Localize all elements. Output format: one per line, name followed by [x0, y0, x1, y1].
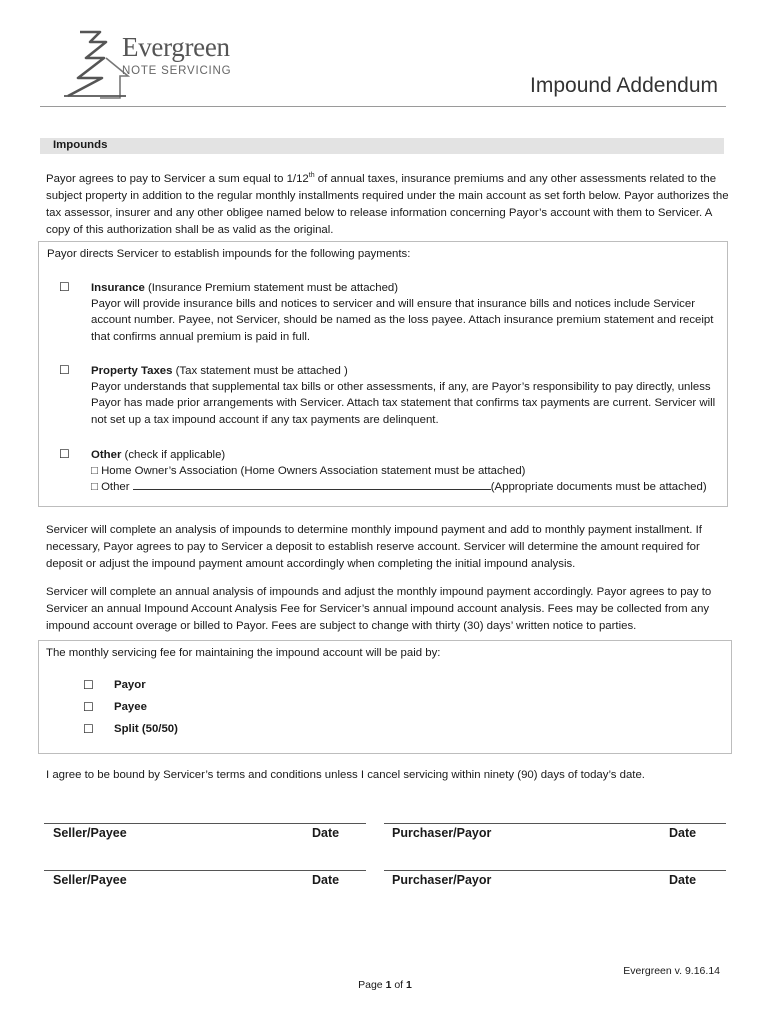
purchaser-date-label-2: Date [669, 873, 697, 887]
seller-label-1: Seller/Payee [53, 826, 127, 840]
version-label: Evergreen v. 9.16.14 [623, 965, 720, 977]
other-checkbox[interactable]: ☐ [59, 447, 70, 461]
other-note: (check if applicable) [121, 449, 226, 461]
page-current: 1 [385, 979, 392, 991]
purchaser-date-label-1: Date [669, 826, 697, 840]
intro-superscript: th [308, 172, 315, 179]
analysis-paragraph: Servicer will complete an analysis of impounds to determine monthly impound payment and add to monthly payment installment. If necessary, Payor agrees to pay to Servicer a deposit to establish reserve account. Servicer will determine the amount required for deposit or adjust the impound payment amount accordingly when completing the initial impound analysis. [46, 524, 702, 570]
section-header [40, 138, 724, 154]
purchaser-label-2: Purchaser/Payor [392, 873, 492, 887]
purchaser-signature-line-2[interactable] [384, 870, 726, 871]
section-header-label: Impounds [53, 139, 108, 151]
page-number [0, 979, 770, 991]
payor-option: Payor [114, 679, 146, 691]
intro-text-part2: of annual taxes, insurance premiums and any other assessments related to the subject property in addition to the regular monthly installments required under the main account as set forth below. Payor authorizes the tax assessor, insurer and any other obligee named below to release information concerning Payor’s account with them to Servicer. A copy of this authorization shall be as valid as the original. [46, 172, 729, 236]
page-total: 1 [406, 979, 412, 991]
payee-checkbox[interactable]: ☐ [83, 700, 94, 714]
impound-payments-heading: Payor directs Servicer to establish impounds for the following payments: [47, 248, 411, 260]
split-option: Split (50/50) [114, 723, 178, 735]
insurance-item [91, 280, 721, 345]
property-taxes-checkbox[interactable]: ☐ [59, 363, 70, 377]
agreement-statement: I agree to be bound by Servicer’s terms and conditions unless I cancel servicing within ninety (90) days of today’s date. [46, 769, 645, 781]
seller-signature-line-1[interactable] [44, 823, 366, 824]
annual-analysis-paragraph: Servicer will complete an annual analysis of impounds and adjust the monthly impound payment accordingly. Payor agrees to pay to Servicer an annual Impound Account Analysis Fee for Servicer’s annual impound account analysis. Fees may be collected from any impound account overage or billed to Payor. Fees are subject to change with thirty (30) days’ written notice to parties. [46, 586, 712, 632]
page-of: of [391, 979, 407, 991]
insurance-note: (Insurance Premium statement must be attached) [144, 282, 399, 294]
document-title: Impound Addendum [530, 74, 718, 97]
insurance-text: Payor will provide insurance bills and notices to servicer and will ensure that insurance bills and notices include Servicer account number. Payee, not Servicer, should be named as the loss payee. Attach insurance premium statement and receipt that confirms annual premium is paid in full. [91, 298, 714, 343]
insurance-label: Insurance [91, 282, 145, 294]
logo-subtitle: NOTE SERVICING [122, 65, 232, 77]
other-sub-checkbox[interactable]: □ [91, 481, 98, 494]
payor-checkbox[interactable]: ☐ [83, 678, 94, 692]
intro-paragraph [46, 167, 730, 239]
title-divider [40, 106, 726, 107]
property-taxes-text: Payor understands that supplemental tax bills or other assessments, if any, are Payor’s responsibility to pay directly, unless Payor has made prior arrangements with Servicer. Attach tax statement that confirms tax payments are current. Servicer will not set up a tax impound account if any tax payments are delinquent. [91, 381, 716, 426]
other-item [91, 447, 721, 496]
seller-date-label-2: Date [312, 873, 340, 887]
intro-text-part1: Payor agrees to pay to Servicer a sum equal to 1/12 [46, 172, 309, 185]
seller-signature-line-2[interactable] [44, 870, 366, 871]
tree-logo-icon [60, 28, 130, 100]
servicing-fee-box [38, 640, 732, 754]
property-taxes-label: Property Taxes [91, 365, 173, 377]
servicing-fee-heading: The monthly servicing fee for maintaining the impound account will be paid by: [46, 647, 441, 659]
property-taxes-item [91, 363, 721, 428]
hoa-checkbox[interactable]: □ [91, 465, 98, 478]
evergreen-logo [60, 28, 250, 100]
insurance-checkbox[interactable]: ☐ [59, 280, 70, 294]
seller-date-label-1: Date [312, 826, 340, 840]
purchaser-label-1: Purchaser/Payor [392, 826, 492, 840]
payee-option: Payee [114, 701, 147, 713]
split-checkbox[interactable]: ☐ [83, 722, 94, 736]
logo-wordmark: Evergreen [122, 32, 230, 62]
other-option-suffix: (Appropriate documents must be attached) [490, 481, 707, 494]
hoa-option-text: Home Owner’s Association (Home Owners Association statement must be attached) [101, 465, 526, 478]
other-fill-in-line[interactable] [133, 479, 491, 490]
impound-payments-box [38, 241, 728, 507]
property-taxes-note: (Tax statement must be attached ) [172, 365, 348, 377]
purchaser-signature-line-1[interactable] [384, 823, 726, 824]
seller-label-2: Seller/Payee [53, 873, 127, 887]
page-prefix: Page [358, 979, 386, 991]
other-option-prefix: Other [101, 481, 133, 494]
other-label: Other [91, 449, 122, 461]
